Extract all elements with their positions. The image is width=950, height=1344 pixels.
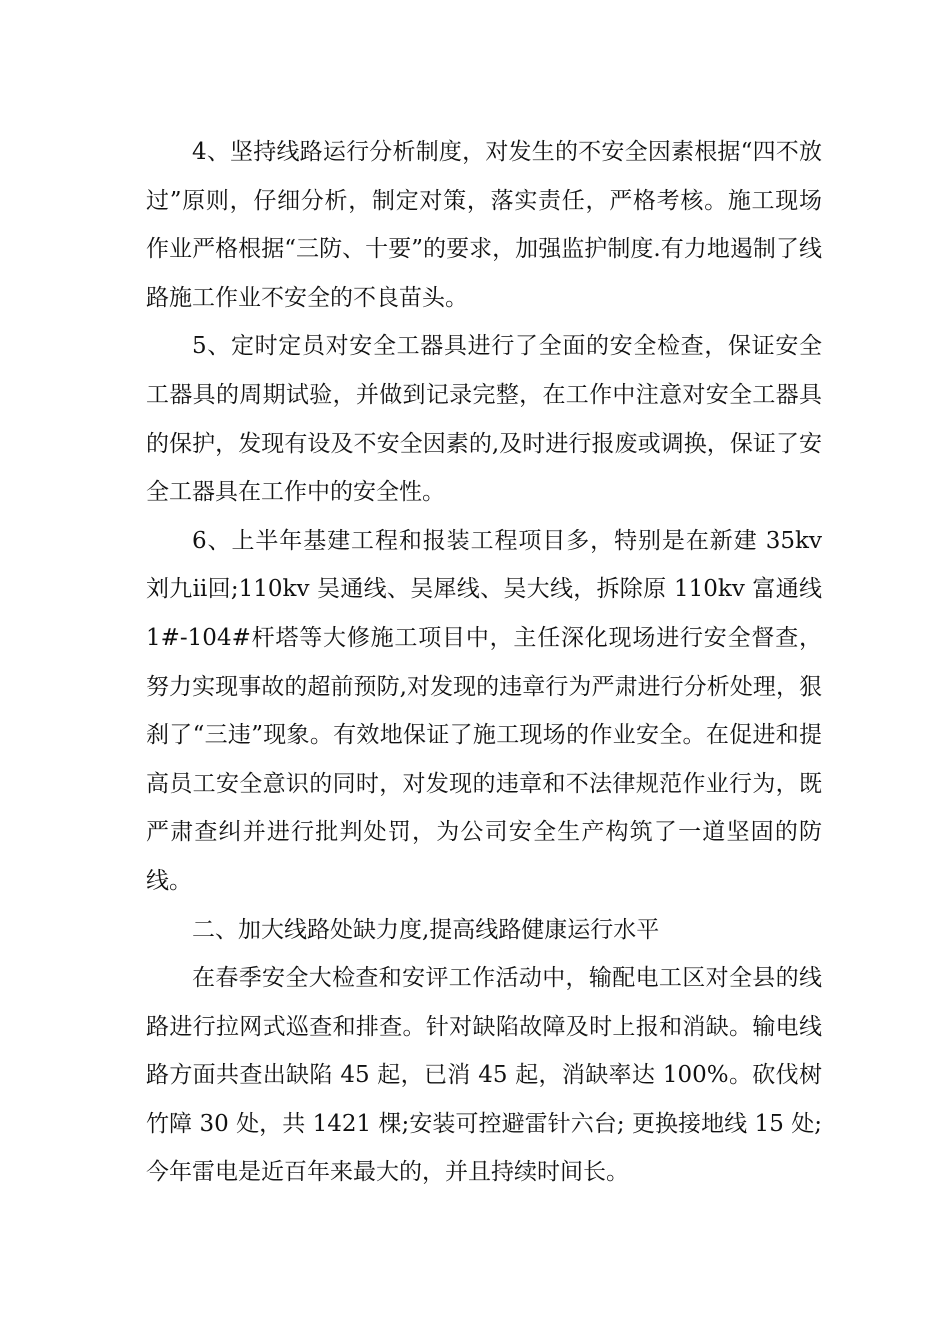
paragraph-item-4: 4、坚持线路运行分析制度，对发生的不安全因素根据“四不放过”原则，仔细分析，制定对策，落实责任，严格考核。施工现场作业严格根据“三防、十要”的要求，加强监护制度.有力地遏制了线路施工作业不安全的不良苗头。 [146, 139, 822, 311]
paragraph-item-5: 5、定时定员对安全工器具进行了全面的安全检查，保证安全工器具的周期试验，并做到记录完整，在工作中注意对安全工器具的保护，发现有设及不安全因素的,及时进行报废或调换，保证了安全工器具在工作中的安全性。 [146, 333, 822, 506]
paragraph-item-6: 6、上半年基建工程和报装工程项目多，特别是在新建 35kv 刘九ⅱ回;110kv 吴通线、吴犀线、吴大线，拆除原 110kv 富通线 1#-104#杆塔等大修施工项目中，主任深化现场进行安全督查，努力实现事故的超前预防,对发现的违章行为严肃进行分析处理，狠刹了“三违”现象。有效地保证了施工现场的作业安全。在促进和提高员工安全意识的同时，对发现的违章和不法律规范作业行为，既严肃查纠并进行批判处罚，为公司安全生产构筑了一道坚固的防线。 [146, 527, 822, 894]
document-body [146, 128, 822, 1197]
paragraph-inspection: 在春季安全大检查和安评工作活动中，输配电工区对全县的线路进行拉网式巡查和排查。针对缺陷故障及时上报和消缺。输电线路方面共查出缺陷 45 起，已消 45 起，消缺率达 100%。砍伐树竹障 30 处，共 1421 棵;安装可控避雷针六台; 更换接地线 15 处; 今年雷电是近百年来最大的，并且持续时间长。 [146, 965, 822, 1186]
section-heading: 二、加大线路处缺力度,提高线路健康运行水平 [192, 916, 660, 943]
